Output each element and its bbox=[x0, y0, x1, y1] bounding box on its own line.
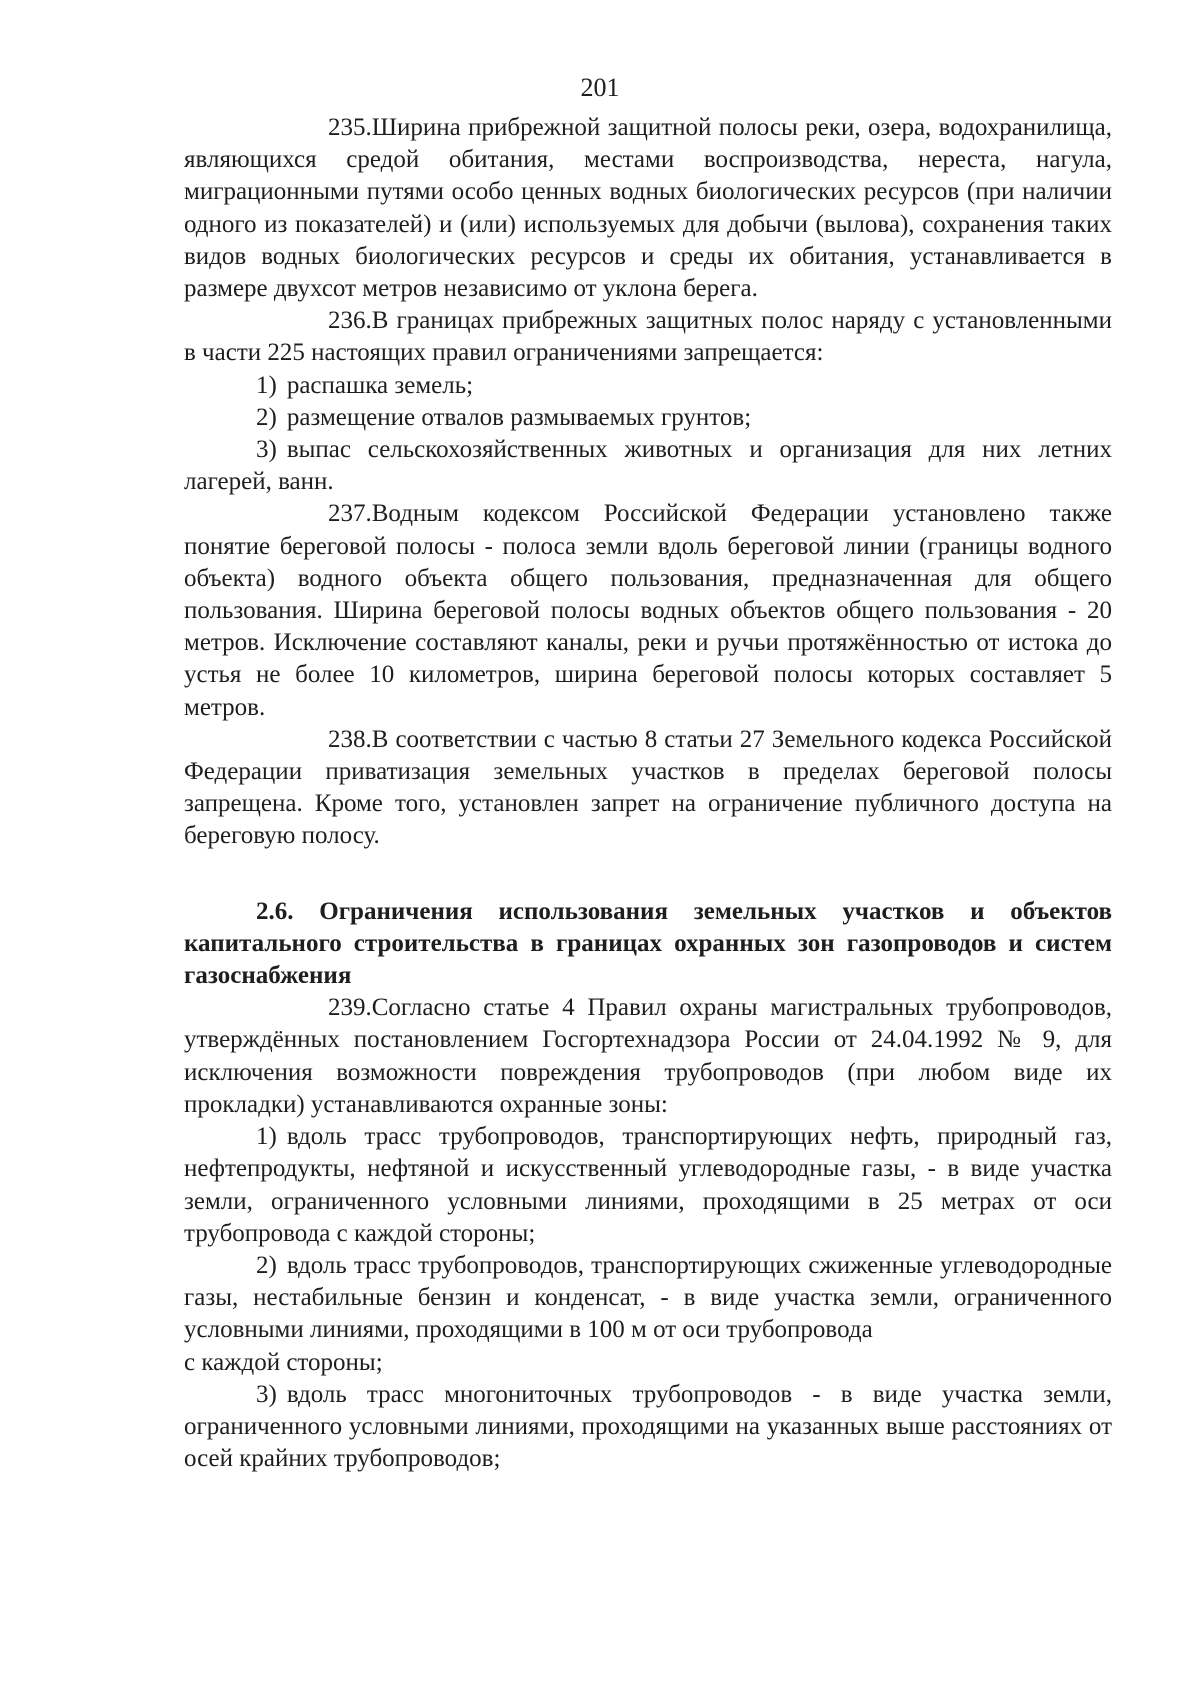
list-marker: 1) bbox=[256, 371, 277, 399]
paragraph-239 bbox=[184, 992, 1112, 1121]
paragraph-number: 236. bbox=[328, 307, 372, 335]
paragraph-237 bbox=[184, 498, 1112, 723]
section-spacer bbox=[184, 853, 1112, 896]
list-item-239-3 bbox=[184, 1379, 1112, 1476]
paragraph-number: 235. bbox=[328, 114, 372, 141]
paragraph-text: В границах прибрежных защитных полос наряду с установленными в части 225 настоящих правил ограничениями запрещается: bbox=[184, 307, 1112, 367]
list-item-text: вдоль трасс трубопроводов, транспортирующих нефть, природный газ, нефтепродукты, нефтяной и искусственный углеводородные газы, - в виде участка земли, ограниченного условными линиями, проходящими в 25 метрах от оси трубопровода с каждой стороны; bbox=[184, 1123, 1112, 1247]
list-item-text: распашка земель; bbox=[286, 371, 474, 399]
paragraph-238 bbox=[184, 724, 1112, 853]
paragraph-number: 237. bbox=[328, 500, 372, 528]
section-heading: 2.6. Ограничения использования земельных участков и объектов капитального строительства в границах охранных зон газопроводов и систем газоснабжения bbox=[184, 897, 1112, 990]
list-item-text: вдоль трасс трубопроводов, транспортирующих сжиженные углеводородные газы, нестабильные бензин и конденсат, - в виде участка земли, ограниченного условными линиями, проходящими в 100 м от оси трубопровода bbox=[184, 1251, 1112, 1344]
list-item-236-3 bbox=[184, 434, 1112, 498]
paragraph-text: Согласно статье 4 Правил охраны магистральных трубопроводов, утверждённых постановлением Госгортехнадзора России от 24.04.1992 № 9, для исключения возможности повреждения трубопроводов (при любом виде их прокладки) устанавливаются охранные зоны: bbox=[184, 994, 1112, 1118]
list-marker: 3) bbox=[256, 1380, 277, 1408]
paragraph-235 bbox=[184, 112, 1112, 305]
paragraph-236 bbox=[184, 305, 1112, 369]
list-item-239-2 bbox=[184, 1250, 1112, 1347]
list-item-text: вдоль трасс многониточных трубопроводов - в виде участка земли, ограниченного условными линиями, проходящими на указанных выше расстояниях от осей крайних трубопроводов; bbox=[184, 1380, 1112, 1473]
page-number: 201 bbox=[580, 73, 620, 102]
list-marker: 1) bbox=[256, 1123, 277, 1151]
list-marker: 3) bbox=[256, 436, 277, 464]
list-item-text: выпас сельскохозяйственных животных и организация для них летних лагерей, ванн. bbox=[184, 436, 1112, 496]
list-marker: 2) bbox=[256, 1251, 277, 1279]
list-item-236-2 bbox=[184, 402, 1112, 434]
paragraph-text: Водным кодексом Российской Федерации установлено также понятие береговой полосы - полоса земли вдоль береговой линии (границы водного объекта) водного объекта общего пользования, предназначенная для общего пользования. Ширина береговой полосы водных объектов общего пользования - 20 метров. Исключение составляют каналы, реки и ручьи протяжённостью от истока до устья не более 10 километров, ширина береговой полосы которых составляет 5 метров. bbox=[184, 500, 1112, 721]
paragraph-text: В соответствии с частью 8 статьи 27 Земельного кодекса Российской Федерации приватизация земельных участков в пределах береговой полосы запрещена. Кроме того, установлен запрет на ограничение публичного доступа на береговую полосу. bbox=[184, 725, 1112, 850]
list-item-text: размещение отвалов размываемых грунтов; bbox=[286, 403, 752, 431]
paragraph-number: 238. bbox=[328, 725, 372, 753]
list-item-239-2-continuation: с каждой стороны; bbox=[184, 1348, 383, 1376]
list-marker: 2) bbox=[256, 403, 277, 431]
paragraph-text: Ширина прибрежной защитной полосы реки, озера, водохранилища, являющихся средой обитания, местами воспроизводства, нереста, нагула, миграционными путями особо ценных водных биологических ресурсов (при наличии одного из показателей) и (или) используемых для добычи (вылова), сохранения таких видов водных биологических ресурсов и среды их обитания, устанавливается в размере двухсот метров независимо от уклона берега. bbox=[184, 114, 1112, 303]
list-item-239-1 bbox=[184, 1121, 1112, 1250]
page-content bbox=[184, 112, 1112, 1475]
paragraph-number: 239. bbox=[328, 994, 372, 1022]
list-item-236-1 bbox=[184, 370, 1112, 402]
